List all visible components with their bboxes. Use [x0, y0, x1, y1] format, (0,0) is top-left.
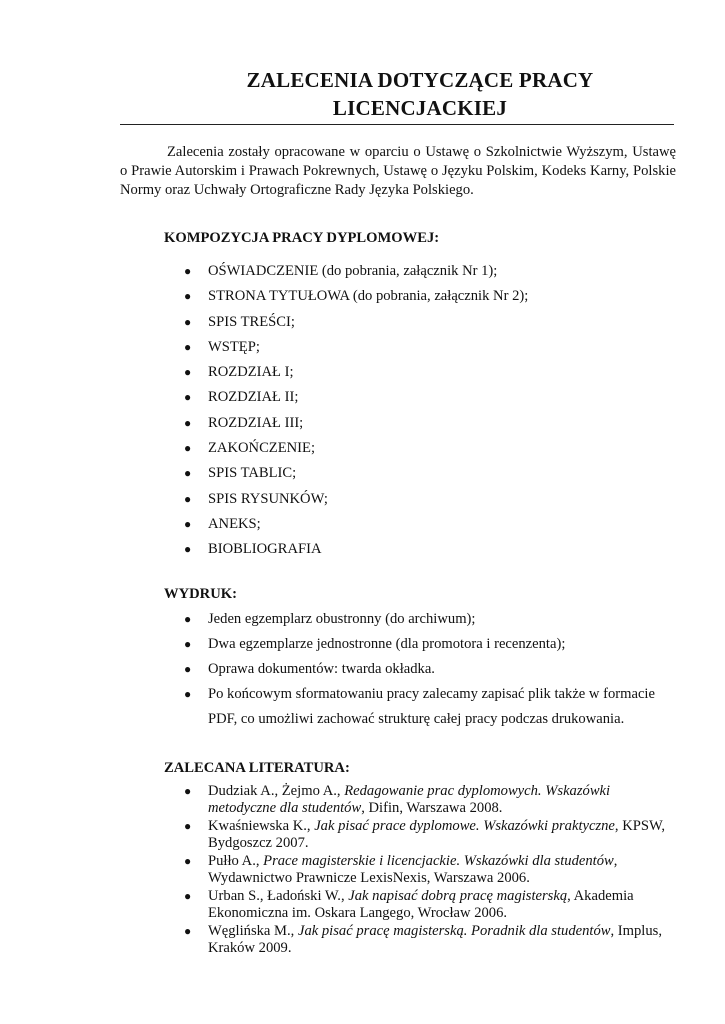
bullet-icon: ● [184, 390, 192, 405]
bullet-icon: ● [184, 889, 192, 903]
composition-item [164, 287, 528, 312]
literature-publisher: , Difin, Warszawa 2008. [361, 799, 503, 816]
composition-item [164, 515, 528, 540]
composition-item [164, 338, 528, 363]
title-line-1: ZALECENIA DOTYCZĄCE PRACY [246, 68, 594, 92]
bullet-icon: ● [184, 819, 192, 833]
printout-item-text: Po końcowym sformatowaniu pracy zalecamy zapisać plik także w formacie PDF, co umożliwi zachować strukturę całej pracy podczas drukowania. [208, 686, 655, 727]
composition-item [164, 540, 528, 565]
bullet-icon: ● [184, 637, 192, 651]
literature-publisher: , KPSW, Bydgoszcz 2007. [208, 818, 666, 851]
bullet-icon: ● [184, 441, 192, 456]
composition-item [164, 439, 528, 464]
bullet-icon: ● [184, 687, 192, 701]
composition-item-text: ROZDZIAŁ II; [208, 389, 299, 406]
composition-item [164, 464, 528, 489]
composition-item-text: STRONA TYTUŁOWA (do pobrania, załącznik Nr 2); [208, 288, 529, 305]
composition-item [164, 414, 528, 439]
bullet-icon: ● [184, 314, 192, 329]
printout-item [164, 632, 674, 657]
composition-item-text: SPIS RYSUNKÓW; [208, 490, 328, 507]
printout-item [164, 682, 674, 732]
printout-item-text: Oprawa dokumentów: twarda okładka. [208, 661, 435, 677]
composition-item-text: ROZDZIAŁ III; [208, 414, 304, 431]
bullet-icon: ● [184, 289, 192, 304]
composition-item-text: WSTĘP; [208, 338, 260, 355]
literature-title: Jak pisać prace dyplomowe. Wskazówki praktyczne [314, 818, 615, 834]
bullet-icon: ● [184, 612, 192, 626]
literature-title: Jak pisać pracę magisterską. Poradnik dla studentów [297, 923, 611, 939]
bullet-icon: ● [184, 854, 192, 868]
composition-item-text: ZAKOŃCZENIE; [208, 440, 316, 457]
composition-item-text: ROZDZIAŁ I; [208, 364, 294, 381]
bullet-icon: ● [184, 415, 192, 430]
literature-publisher: , Wydawnictwo Prawnicze LexisNexis, Warszawa 2006. [208, 853, 618, 886]
literature-item [164, 818, 674, 851]
composition-item [164, 262, 528, 287]
document-title [200, 66, 640, 122]
literature-list [164, 783, 674, 958]
composition-heading: KOMPOZYCJA PRACY DYPLOMOWEJ: [164, 230, 440, 246]
bullet-icon: ● [184, 516, 192, 531]
bullet-icon: ● [184, 542, 192, 557]
literature-publisher: , Implus, Kraków 2009. [208, 923, 662, 956]
composition-list [164, 262, 528, 566]
literature-author: Pułło A., [208, 853, 264, 869]
bullet-icon: ● [184, 924, 192, 938]
bullet-icon: ● [184, 784, 192, 798]
bullet-icon: ● [184, 662, 192, 676]
literature-author: Węglińska M., [208, 923, 298, 939]
printout-heading: WYDRUK: [164, 586, 237, 602]
bullet-icon: ● [184, 491, 192, 506]
printout-item [164, 607, 674, 632]
literature-author: Kwaśniewska K., [208, 818, 315, 834]
composition-item-text: ANEKS; [208, 515, 261, 532]
bullet-icon: ● [184, 264, 192, 278]
literature-item [164, 923, 674, 956]
literature-publisher: , Akademia Ekonomiczna im. Oskara Langego, Wrocław 2006. [208, 888, 634, 921]
literature-title: Redagowanie prac dyplomowych. Wskazówki metodyczne dla studentów [208, 783, 611, 816]
composition-item-text: SPIS TABLIC; [208, 465, 297, 482]
bullet-icon: ● [184, 466, 192, 481]
literature-item [164, 783, 674, 816]
composition-item-text: OŚWIADCZENIE (do pobrania, załącznik Nr 1); [208, 263, 498, 279]
literature-author: Urban S., Ładoński W., [208, 888, 349, 904]
intro-paragraph: Zalecenia zostały opracowane w oparciu o Ustawę o Szkolnictwie Wyższym, Ustawę o Prawie Autorskim i Prawach Pokrewnych, Ustawę o Języku Polskim, Kodeks Karny, Polskie Normy oraz Uchwały Ortograficzne Rady Języka Polskiego. [120, 144, 676, 198]
bullet-icon: ● [184, 365, 192, 380]
printout-list [164, 607, 674, 732]
composition-item [164, 388, 528, 413]
composition-item-text: SPIS TREŚCI; [208, 313, 295, 330]
literature-item [164, 888, 674, 921]
literature-item [164, 853, 674, 886]
composition-item-text: BIOBLIOGRAFIA [208, 541, 322, 558]
bullet-icon: ● [184, 339, 192, 354]
title-line-2: LICENCJACKIEJ [332, 96, 508, 120]
literature-title: Jak napisać dobrą pracę magisterską [348, 888, 568, 904]
composition-item [164, 363, 528, 388]
literature-title: Prace magisterskie i licencjackie. Wskazówki dla studentów [263, 853, 614, 869]
printout-item-text: Jeden egzemplarz obustronny (do archiwum); [208, 611, 476, 627]
composition-item [164, 313, 528, 338]
composition-item [164, 490, 528, 515]
printout-item-text: Dwa egzemplarze jednostronne (dla promotora i recenzenta); [208, 636, 566, 652]
literature-author: Dudziak A., Żejmo A., [208, 783, 345, 799]
title-divider [120, 124, 674, 125]
printout-item [164, 657, 674, 682]
literature-heading: ZALECANA LITERATURA: [164, 760, 350, 776]
